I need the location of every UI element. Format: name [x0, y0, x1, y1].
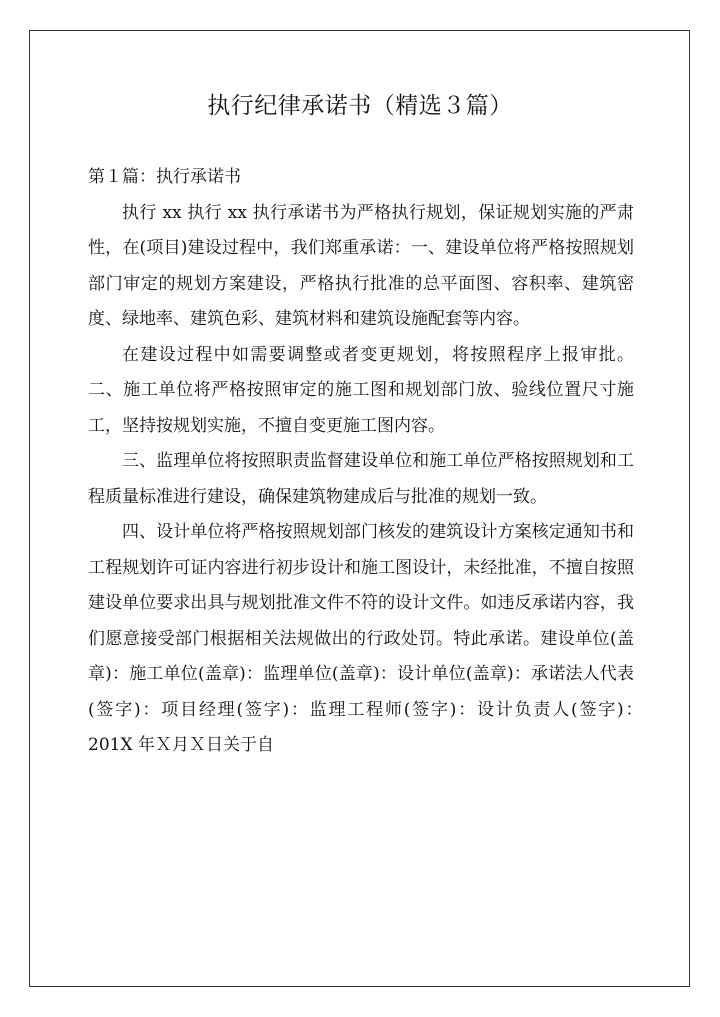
- paragraph-4: 四、设计单位将严格按照规划部门核发的建筑设计方案核定通知书和工程规划许可证内容进行初步设计和施工图设计，未经批准，不擅自按照建设单位要求出具与规划批准文件不符的设计文件。如违反承诺内容，我们愿意接受部门根据相关法规做出的行政处罚。特此承诺。建设单位(盖章)：施工单位(盖章)：监理单位(盖章)：设计单位(盖章)：承诺法人代表(签字)：项目经理(签字)：监理工程师(签字)：设计负责人(签字)： 201X 年Ｘ月Ｘ日关于自: [88, 522, 651, 755]
- document-title: 执行纪律承诺书（精选３篇）: [207, 93, 513, 119]
- document-body: [88, 160, 651, 764]
- section-heading: 第１篇：执行承诺书: [88, 167, 241, 187]
- paragraph-3: 三、监理单位将按照职责监督建设单位和施工单位严格按照规划和工程质量标准进行建设，确保建筑物建成后与批准的规划一致。: [88, 451, 634, 507]
- paragraph-2: 在建设过程中如需要调整或者变更规划，将按照程序上报审批。 二、施工单位将严格按照审定的施工图和规划部门放、验线位置尺寸施工，坚持按规划实施，不擅自变更施工图内容。: [88, 344, 634, 436]
- paragraph-1: 执行 xx 执行 xx 执行承诺书为严格执行规划，保证规划实施的严肃性，在(项目)建设过程中，我们郑重承诺：一、建设单位将严格按照规划部门审定的规划方案建设，严格执行批准的总平面图、容积率、建筑密度、绿地率、建筑色彩、建筑材料和建筑设施配套等内容。: [88, 202, 634, 329]
